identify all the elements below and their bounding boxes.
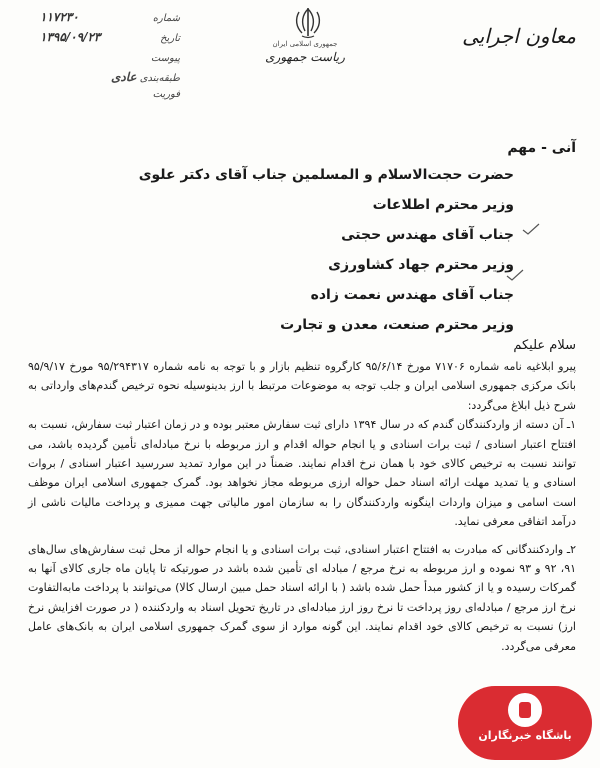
org-country: جمهوری اسلامی ایران — [272, 40, 338, 48]
body-paragraph: پیرو ابلاغیه نامه شماره ۷۱۷۰۶ مورخ ۹۵/۶/۱۴ کارگروه تنظیم بازار و با توجه به نامه شماره ۹۵/۲۹۴۳۱۷ مورخ ۹۵/۹/۱۷ بانک مرکزی جمهوری اسلامی ایران و جلب توجه به موضوعات مرتبط با ارز بدینوسیله نحوه ترخیص گندم‌های وارداتی به شرح ذیل ابلاغ می‌گردد: — [28, 360, 577, 412]
greeting: سلام علیکم — [513, 338, 576, 353]
letter-meta — [40, 10, 180, 104]
recipient-line: جناب آقای مهندس حجتی — [341, 227, 514, 243]
letter-date-label: تاریخ — [160, 33, 180, 44]
priority-label: فوریت — [152, 89, 180, 100]
news-agency-logo-icon — [508, 693, 542, 727]
letter-body — [28, 355, 576, 656]
classification-value: عادی — [110, 70, 137, 84]
attachment-label: پیوست — [150, 53, 180, 64]
letter-date: ۱۳۹۵/۰۹/۲۳ — [40, 30, 101, 44]
body-paragraph: ۲ـ واردکنندگانی که مبادرت به افتتاح اعتبار اسنادی، ثبت برات اسنادی و یا انجام حواله از محل ثبت سفارش‌های سال‌های ۹۱، ۹۲ و ۹۳ نموده و ارز مربوطه به نرخ مرجع / مبادله ای تأمین شده باشد در صورتیکه تا پایان ماه جاری کالای آنها به گمرکات رسیده و یا از کشور مبدأ حمل شده باشد ( با ارائه اسناد حمل مبین ارسال کالا) می‌توانند با پرداخت مابه‌التفاوت نرخ ارز مرجع / مبادله‌ای روز پرداخت تا نرخ روز ارز مبادله‌ای در تاریخ تحویل اسناد به واردکننده ( در صورت افزایش نرخ ارز) نسبت به ترخیص کالای خود اقدام نمایند. این گونه موارد از سوی گمرک جمهوری اسلامی ایران به بانک‌های عامل معرفی می‌گردد. — [28, 542, 577, 653]
news-watermark — [458, 686, 592, 760]
recipient-line: وزیر محترم جهاد کشاورزی — [328, 257, 514, 273]
signatory-title: معاون اجرایی — [462, 24, 576, 48]
watermark-text: باشگاه خبرنگاران — [478, 728, 572, 742]
urgency-label: آنی - مهم — [507, 140, 576, 156]
recipient-line: وزیر محترم صنعت، معدن و تجارت — [280, 317, 514, 333]
letter-number: ۱۱۷۲۳۰ — [40, 10, 79, 24]
classification-label: طبقه‌بندی — [139, 73, 180, 84]
org-name — [250, 40, 360, 64]
recipient-line: جناب آقای مهندس نعمت زاده — [310, 287, 514, 303]
letter-date-row — [40, 30, 180, 50]
org-office: ریاست جمهوری — [265, 50, 345, 64]
body-paragraph: ۱ـ آن دسته از واردکنندگان گندم که در سال ۱۳۹۴ دارای ثبت سفارش معتبر بوده و در زمان اعتبار ثبت سفارش، نسبت به افتتاح اعتبار اسنادی / ثبت برات اسنادی و یا انجام حواله اقدام و ارز مربوطه با نرخ مبادله‌ای تأمین گردیده باشد، می توانند نسبت به ترخیص کالای خود با همان نرخ اقدام نمایند. ضمناً در این موارد تمدید سررسید اعتبار اسنادی / بروات اسنادی و یا تمدید مهلت ارائه اسناد حمل حواله ارزی مربوطه مجاز نخواهد بود. گمرک جمهوری اسلامی ایران موظف است اسامی و میزان واردات اینگونه واردکنندگان را به سازمان امور مالیاتی جهت ممیزی و پرداخت مالیات ناشی از درآمد اتفاقی معرفی نماید. — [28, 418, 576, 529]
iran-emblem-icon — [288, 6, 328, 40]
recipients-list — [34, 160, 514, 340]
letter-number-label: شماره — [152, 13, 180, 24]
recipient-line: وزیر محترم اطلاعات — [372, 197, 514, 213]
margin-tick-mark — [506, 268, 524, 282]
classification-row — [40, 68, 180, 86]
margin-tick-mark — [522, 222, 540, 236]
recipient-line: حضرت حجت‌الاسلام و المسلمین جناب آقای دکتر علوی — [138, 167, 514, 183]
letter-number-row — [40, 10, 180, 30]
